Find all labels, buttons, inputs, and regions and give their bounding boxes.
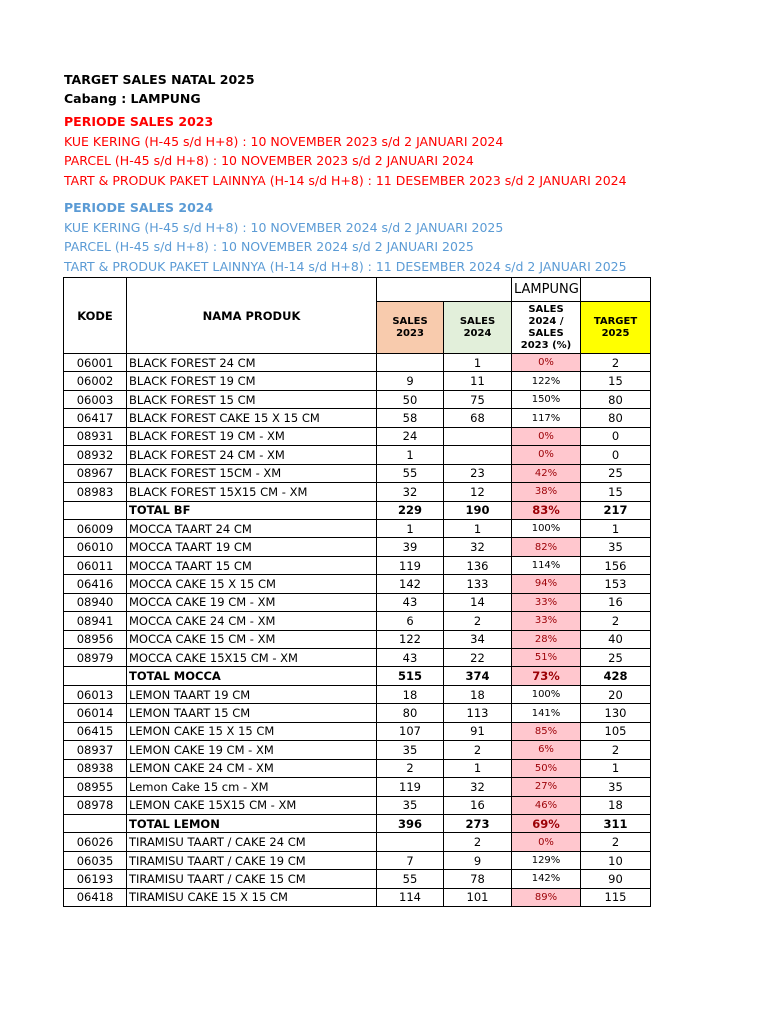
sales-2023-cell: 107 (377, 722, 444, 740)
product-name-cell: TOTAL MOCCA (127, 667, 377, 685)
target-2025-cell: 80 (581, 409, 651, 427)
kode-cell: 06013 (64, 685, 127, 703)
target-2025-cell: 311 (581, 814, 651, 832)
sales-2024-cell: 273 (444, 814, 512, 832)
kode-cell: 06415 (64, 722, 127, 740)
ratio-cell: 150% (512, 390, 581, 408)
product-name-cell: MOCCA CAKE 15 X 15 CM (127, 575, 377, 593)
product-name-cell: BLACK FOREST 15 CM (127, 390, 377, 408)
target-2025-cell: 20 (581, 685, 651, 703)
col-header-nama-produk: NAMA PRODUK (127, 278, 377, 354)
ratio-cell: 129% (512, 851, 581, 869)
product-name-cell: TIRAMISU TAART / CAKE 19 CM (127, 851, 377, 869)
table-row (64, 796, 651, 814)
sales-2023-cell: 39 (377, 538, 444, 556)
ratio-cell: 0% (512, 354, 581, 372)
ratio-cell: 0% (512, 427, 581, 445)
product-name-cell: MOCCA CAKE 24 CM - XM (127, 612, 377, 630)
sales-2023-cell: 35 (377, 796, 444, 814)
sales-2024-cell: 91 (444, 722, 512, 740)
table-row (64, 722, 651, 740)
period-2024-line: KUE KERING (H-45 s/d H+8) : 10 NOVEMBER 2024 s/d 2 JANUARI 2025 (64, 220, 504, 235)
sales-2023-cell: 515 (377, 667, 444, 685)
target-2025-cell: 2 (581, 354, 651, 372)
sales-2023-cell (377, 833, 444, 851)
target-2025-cell: 2 (581, 612, 651, 630)
col-header-sales-2023: SALES 2023 (377, 302, 444, 354)
target-2025-cell: 0 (581, 427, 651, 445)
product-name-cell: LEMON TAART 19 CM (127, 685, 377, 703)
target-2025-cell: 10 (581, 851, 651, 869)
sales-2024-cell: 14 (444, 593, 512, 611)
ratio-cell: 6% (512, 741, 581, 759)
target-2025-cell: 1 (581, 759, 651, 777)
period-2023-line: TART & PRODUK PAKET LAINNYA (H-14 s/d H+8) : 11 DESEMBER 2023 s/d 2 JANUARI 2024 (64, 173, 627, 188)
product-name-cell: BLACK FOREST 19 CM (127, 372, 377, 390)
ratio-cell: 33% (512, 612, 581, 630)
sales-2024-cell: 2 (444, 612, 512, 630)
sales-2023-cell (377, 354, 444, 372)
sales-2023-cell: 35 (377, 741, 444, 759)
table-row (64, 612, 651, 630)
table-row (64, 575, 651, 593)
ratio-cell: 38% (512, 483, 581, 501)
kode-cell: 06417 (64, 409, 127, 427)
sales-2023-cell: 18 (377, 685, 444, 703)
kode-cell: 08938 (64, 759, 127, 777)
sales-2023-cell: 142 (377, 575, 444, 593)
ratio-cell: 94% (512, 575, 581, 593)
sales-2023-cell: 122 (377, 630, 444, 648)
kode-cell: 08979 (64, 649, 127, 667)
target-2025-cell: 428 (581, 667, 651, 685)
target-2025-cell: 15 (581, 372, 651, 390)
ratio-cell: 142% (512, 870, 581, 888)
sales-2023-cell: 58 (377, 409, 444, 427)
table-row (64, 704, 651, 722)
target-2025-cell: 217 (581, 501, 651, 519)
target-2025-cell: 25 (581, 464, 651, 482)
sales-target-table (63, 277, 651, 907)
target-2025-cell: 1 (581, 519, 651, 537)
kode-cell: 08931 (64, 427, 127, 445)
target-2025-cell: 153 (581, 575, 651, 593)
sales-2024-cell: 22 (444, 649, 512, 667)
target-2025-cell: 0 (581, 446, 651, 464)
sales-2023-cell: 55 (377, 870, 444, 888)
sales-2024-cell (444, 427, 512, 445)
sales-2024-cell: 136 (444, 556, 512, 574)
product-name-cell: BLACK FOREST CAKE 15 X 15 CM (127, 409, 377, 427)
period-2023-line: PARCEL (H-45 s/d H+8) : 10 NOVEMBER 2023 s/d 2 JANUARI 2024 (64, 153, 474, 168)
product-name-cell: LEMON TAART 15 CM (127, 704, 377, 722)
table-row (64, 427, 651, 445)
sales-2023-cell: 43 (377, 649, 444, 667)
product-name-cell: BLACK FOREST 19 CM - XM (127, 427, 377, 445)
period-2023-heading: PERIODE SALES 2023 (64, 114, 214, 129)
sales-2023-cell: 119 (377, 778, 444, 796)
kode-cell: 06009 (64, 519, 127, 537)
sales-2023-cell: 1 (377, 519, 444, 537)
table-row (64, 759, 651, 777)
ratio-cell: 0% (512, 446, 581, 464)
period-2024-heading: PERIODE SALES 2024 (64, 200, 214, 215)
target-2025-cell: 15 (581, 483, 651, 501)
table-row (64, 685, 651, 703)
kode-cell: 06418 (64, 888, 127, 906)
table-row (64, 483, 651, 501)
kode-cell (64, 814, 127, 832)
ratio-cell: 100% (512, 519, 581, 537)
ratio-cell: 82% (512, 538, 581, 556)
target-2025-cell: 105 (581, 722, 651, 740)
product-name-cell: MOCCA CAKE 19 CM - XM (127, 593, 377, 611)
ratio-cell: 28% (512, 630, 581, 648)
kode-cell: 06010 (64, 538, 127, 556)
product-name-cell: MOCCA CAKE 15X15 CM - XM (127, 649, 377, 667)
product-name-cell: TOTAL LEMON (127, 814, 377, 832)
product-name-cell: TOTAL BF (127, 501, 377, 519)
sales-2024-cell: 18 (444, 685, 512, 703)
ratio-cell: 42% (512, 464, 581, 482)
product-name-cell: TIRAMISU TAART / CAKE 15 CM (127, 870, 377, 888)
kode-cell: 08940 (64, 593, 127, 611)
table-row (64, 390, 651, 408)
region-header: LAMPUNG (512, 278, 581, 302)
table-row (64, 630, 651, 648)
sales-2023-cell: 229 (377, 501, 444, 519)
target-2025-cell: 16 (581, 593, 651, 611)
kode-cell: 06011 (64, 556, 127, 574)
target-2025-cell: 130 (581, 704, 651, 722)
product-name-cell: LEMON CAKE 15X15 CM - XM (127, 796, 377, 814)
kode-cell: 06002 (64, 372, 127, 390)
sales-2023-cell: 55 (377, 464, 444, 482)
table-row (64, 409, 651, 427)
target-2025-cell: 35 (581, 538, 651, 556)
sales-2023-cell: 7 (377, 851, 444, 869)
ratio-cell: 73% (512, 667, 581, 685)
sales-2024-cell: 133 (444, 575, 512, 593)
col-header-ratio: SALES 2024 / SALES 2023 (%) (512, 302, 581, 354)
ratio-cell: 50% (512, 759, 581, 777)
product-name-cell: TIRAMISU TAART / CAKE 24 CM (127, 833, 377, 851)
sales-2023-cell: 396 (377, 814, 444, 832)
sales-2024-cell: 1 (444, 519, 512, 537)
ratio-cell: 89% (512, 888, 581, 906)
sales-2024-cell: 1 (444, 354, 512, 372)
table-row (64, 851, 651, 869)
sales-2024-cell: 32 (444, 538, 512, 556)
product-name-cell: Lemon Cake 15 cm - XM (127, 778, 377, 796)
table-row (64, 833, 651, 851)
ratio-cell: 69% (512, 814, 581, 832)
product-name-cell: MOCCA TAART 24 CM (127, 519, 377, 537)
table-row (64, 464, 651, 482)
ratio-cell: 46% (512, 796, 581, 814)
table-row (64, 354, 651, 372)
target-2025-cell: 2 (581, 741, 651, 759)
table-row (64, 556, 651, 574)
target-2025-cell: 40 (581, 630, 651, 648)
kode-cell: 08978 (64, 796, 127, 814)
sales-2024-cell: 101 (444, 888, 512, 906)
kode-cell: 06416 (64, 575, 127, 593)
sales-2023-cell: 43 (377, 593, 444, 611)
kode-cell: 08932 (64, 446, 127, 464)
target-2025-cell: 80 (581, 390, 651, 408)
kode-cell: 08937 (64, 741, 127, 759)
target-2025-cell: 90 (581, 870, 651, 888)
col-header-kode: KODE (64, 278, 127, 354)
sales-2023-cell: 32 (377, 483, 444, 501)
target-2025-cell: 35 (581, 778, 651, 796)
ratio-cell: 27% (512, 778, 581, 796)
ratio-cell: 141% (512, 704, 581, 722)
ratio-cell: 0% (512, 833, 581, 851)
kode-cell: 08983 (64, 483, 127, 501)
ratio-cell: 51% (512, 649, 581, 667)
ratio-cell: 114% (512, 556, 581, 574)
sales-2023-cell: 6 (377, 612, 444, 630)
period-2024-line: PARCEL (H-45 s/d H+8) : 10 NOVEMBER 2024 s/d 2 JANUARI 2025 (64, 239, 474, 254)
branch-label: Cabang : LAMPUNG (64, 91, 201, 106)
target-2025-cell: 115 (581, 888, 651, 906)
table-total-row (64, 501, 651, 519)
sales-2024-cell: 2 (444, 833, 512, 851)
sales-2023-cell: 9 (377, 372, 444, 390)
target-2025-cell: 156 (581, 556, 651, 574)
ratio-cell: 117% (512, 409, 581, 427)
kode-cell: 08956 (64, 630, 127, 648)
target-2025-cell: 2 (581, 833, 651, 851)
product-name-cell: BLACK FOREST 24 CM (127, 354, 377, 372)
product-name-cell: MOCCA TAART 19 CM (127, 538, 377, 556)
sales-2023-cell: 119 (377, 556, 444, 574)
kode-cell: 08967 (64, 464, 127, 482)
ratio-cell: 33% (512, 593, 581, 611)
kode-cell (64, 501, 127, 519)
sales-2024-cell: 1 (444, 759, 512, 777)
col-header-target-2025: TARGET 2025 (581, 302, 651, 354)
table-row (64, 593, 651, 611)
table-total-row (64, 667, 651, 685)
kode-cell: 08941 (64, 612, 127, 630)
doc-title: TARGET SALES NATAL 2025 (64, 72, 255, 87)
kode-cell: 06003 (64, 390, 127, 408)
sales-2023-cell: 24 (377, 427, 444, 445)
kode-cell: 06001 (64, 354, 127, 372)
sales-2024-cell: 190 (444, 501, 512, 519)
col-header-sales-2024: SALES 2024 (444, 302, 512, 354)
table-row (64, 778, 651, 796)
sales-2024-cell: 78 (444, 870, 512, 888)
table-row (64, 446, 651, 464)
product-name-cell: BLACK FOREST 15CM - XM (127, 464, 377, 482)
table-row (64, 888, 651, 906)
table-row (64, 741, 651, 759)
product-name-cell: BLACK FOREST 15X15 CM - XM (127, 483, 377, 501)
sales-2023-cell: 2 (377, 759, 444, 777)
product-name-cell: BLACK FOREST 24 CM - XM (127, 446, 377, 464)
product-name-cell: LEMON CAKE 15 X 15 CM (127, 722, 377, 740)
kode-cell: 06193 (64, 870, 127, 888)
table-row (64, 372, 651, 390)
period-2024-line: TART & PRODUK PAKET LAINNYA (H-14 s/d H+8) : 11 DESEMBER 2024 s/d 2 JANUARI 2025 (64, 259, 627, 274)
sales-2024-cell: 32 (444, 778, 512, 796)
sales-2023-cell: 80 (377, 704, 444, 722)
kode-cell: 06014 (64, 704, 127, 722)
table-total-row (64, 814, 651, 832)
table-row (64, 870, 651, 888)
sales-2024-cell: 374 (444, 667, 512, 685)
kode-cell: 06035 (64, 851, 127, 869)
sales-2023-cell: 114 (377, 888, 444, 906)
sales-2024-cell: 16 (444, 796, 512, 814)
sales-2024-cell: 9 (444, 851, 512, 869)
ratio-cell: 100% (512, 685, 581, 703)
sales-2024-cell: 113 (444, 704, 512, 722)
kode-cell (64, 667, 127, 685)
sales-2024-cell (444, 446, 512, 464)
kode-cell: 08955 (64, 778, 127, 796)
kode-cell: 06026 (64, 833, 127, 851)
sales-2024-cell: 11 (444, 372, 512, 390)
product-name-cell: LEMON CAKE 24 CM - XM (127, 759, 377, 777)
table-row (64, 649, 651, 667)
period-2023-line: KUE KERING (H-45 s/d H+8) : 10 NOVEMBER 2023 s/d 2 JANUARI 2024 (64, 134, 504, 149)
sales-2023-cell: 1 (377, 446, 444, 464)
product-name-cell: TIRAMISU CAKE 15 X 15 CM (127, 888, 377, 906)
sales-2024-cell: 12 (444, 483, 512, 501)
ratio-cell: 83% (512, 501, 581, 519)
sales-2024-cell: 34 (444, 630, 512, 648)
product-name-cell: LEMON CAKE 19 CM - XM (127, 741, 377, 759)
table-row (64, 538, 651, 556)
ratio-cell: 122% (512, 372, 581, 390)
ratio-cell: 85% (512, 722, 581, 740)
sales-2024-cell: 2 (444, 741, 512, 759)
product-name-cell: MOCCA CAKE 15 CM - XM (127, 630, 377, 648)
target-2025-cell: 18 (581, 796, 651, 814)
target-2025-cell: 25 (581, 649, 651, 667)
sales-2024-cell: 68 (444, 409, 512, 427)
sales-2023-cell: 50 (377, 390, 444, 408)
sales-2024-cell: 23 (444, 464, 512, 482)
product-name-cell: MOCCA TAART 15 CM (127, 556, 377, 574)
sales-2024-cell: 75 (444, 390, 512, 408)
table-row (64, 519, 651, 537)
